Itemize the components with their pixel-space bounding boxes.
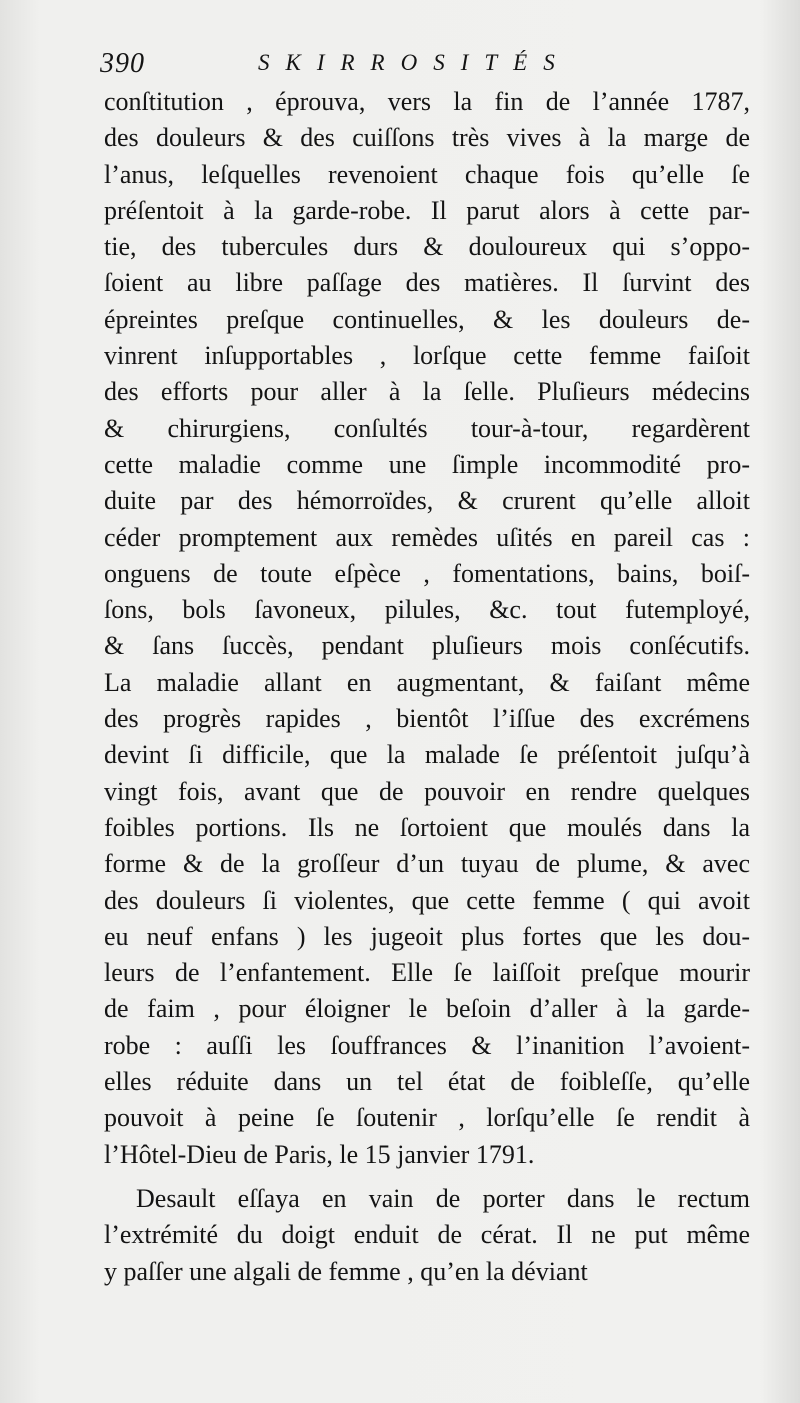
text-line: céder promptement aux remèdes uſités en pareil cas : <box>104 522 750 552</box>
text-line: vinrent inſupportables , lorſque cette femme faiſoit <box>104 341 750 371</box>
text-line: leurs de l’enfantement. Elle ſe laiſſoit preſque mourir <box>104 958 750 988</box>
text-line: duite par des hémorroïdes, & crurent qu’elle alloit <box>104 486 750 516</box>
running-title: SKIRROSITÉS <box>258 50 571 75</box>
text-line: devint ſi difficile, que la malade ſe préſentoit juſqu’à <box>104 740 750 770</box>
text-line: conſtitution , éprouva, vers la fin de l’année 1787, <box>104 87 750 116</box>
text-line: forme & de la groſſeur d’un tuyau de plume, & avec <box>104 849 750 879</box>
text-line: de faim , pour éloigner le beſoin d’aller à la garde- <box>104 994 750 1024</box>
paragraph-2 <box>104 1181 750 1290</box>
text-line: des douleurs & des cuiſſons très vives à la marge de <box>104 123 750 153</box>
text-line: des douleurs ſi violentes, que cette femme ( qui avoit <box>104 885 750 915</box>
text-line: tie, des tubercules durs & douloureux qui s’oppo- <box>104 232 750 262</box>
text-line: robe : auſſi les ſouffrances & l’inanition l’avoient- <box>104 1030 750 1060</box>
text-line: elles réduite dans un tel état de foibleſſe, qu’elle <box>104 1067 750 1097</box>
text-line: ſoient au libre paſſage des matières. Il ſurvint des <box>104 268 750 298</box>
text-line: y paſſer une algali de femme , qu’en la déviant <box>104 1256 588 1286</box>
text-line: vingt fois, avant que de pouvoir en rendre quelques <box>104 776 750 806</box>
text-line: foibles portions. Ils ne ſortoient que moulés dans la <box>104 812 750 842</box>
page-header <box>100 42 760 86</box>
text-line: épreintes preſque continuelles, & les douleurs de- <box>104 304 750 334</box>
text-line: Desault eſſaya en vain de porter dans le rectum <box>136 1183 750 1213</box>
text-line: préſentoit à la garde-robe. Il parut alors à cette par- <box>104 195 750 225</box>
text-line: des progrès rapides , bientôt l’iſſue des excrémens <box>104 704 750 734</box>
paragraph-gap <box>104 1173 750 1181</box>
text-line: & ſans ſuccès, pendant pluſieurs mois conſécutifs. <box>104 631 750 661</box>
paragraph-1 <box>104 84 750 1173</box>
text-line: pouvoit à peine ſe ſoutenir , lorſqu’elle ſe rendit à <box>104 1103 750 1133</box>
text-line: l’Hôtel-Dieu de Paris, le 15 janvier 1791. <box>104 1139 535 1169</box>
text-line: ſons, bols ſavoneux, pilules, &c. tout futemployé, <box>104 595 750 625</box>
page-number: 390 <box>100 48 145 79</box>
text-line: La maladie allant en augmentant, & faiſant même <box>104 667 750 697</box>
text-line: l’anus, leſquelles revenoient chaque fois qu’elle ſe <box>104 159 750 189</box>
text-line: & chirurgiens, conſultés tour-à-tour, regardèrent <box>104 413 750 443</box>
text-line: des efforts pour aller à la ſelle. Pluſieurs médecins <box>104 377 750 407</box>
text-line: l’extrémité du doigt enduit de cérat. Il ne put même <box>104 1220 750 1250</box>
body-text <box>104 84 750 1290</box>
text-line: cette maladie comme une ſimple incommodité pro- <box>104 449 750 479</box>
text-line: eu neuf enfans ) les jugeoit plus fortes que les dou- <box>104 921 750 951</box>
text-line: onguens de toute eſpèce , fomentations, bains, boiſ- <box>104 558 750 588</box>
